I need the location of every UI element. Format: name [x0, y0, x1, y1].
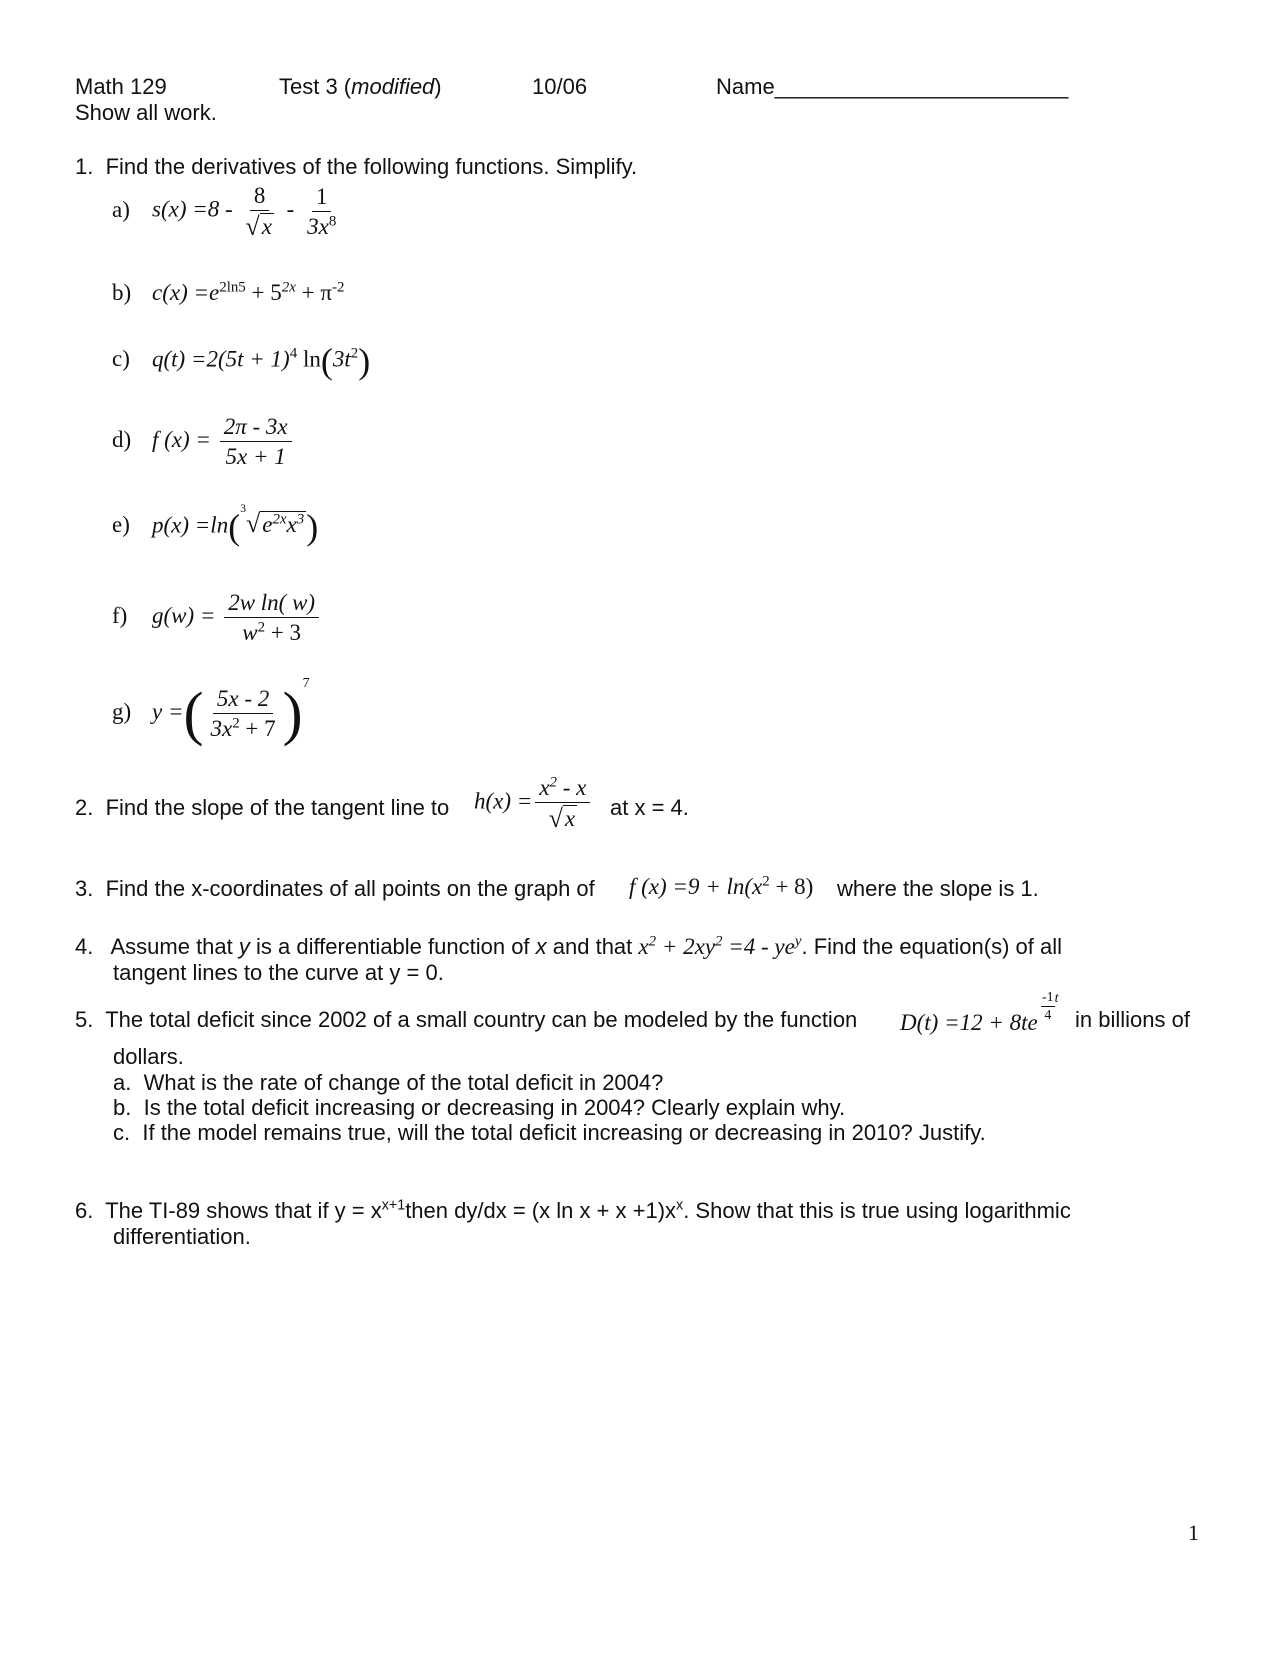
q2-num-exp: 2 — [549, 774, 557, 791]
q1a-fraction-2 — [303, 184, 340, 240]
q1f-den-base: w — [242, 620, 258, 646]
q1g-label: g) — [112, 699, 132, 724]
q5c-text: If the model remains true, will the total deficit increasing or decreasing in 2010? Justify. — [142, 1120, 986, 1145]
q5-tail: in billions of — [1075, 1007, 1190, 1032]
q3-function — [629, 874, 813, 900]
q1f-den-tail: + 3 — [265, 620, 302, 646]
q1c-arg: 3t — [332, 346, 351, 372]
q5-number: 5. — [75, 1007, 94, 1032]
course-label: Math 129 — [75, 74, 167, 99]
q1e-exp2: 3 — [296, 511, 305, 528]
q5b-label: b. — [113, 1095, 132, 1120]
q5-exp-num: -1 — [1041, 990, 1055, 1007]
q5c-label: c. — [113, 1120, 131, 1145]
q5-line2: dollars. — [113, 1044, 184, 1069]
q2-num-base: x — [539, 775, 550, 800]
q1b — [112, 280, 344, 306]
cube-root-symbol: √ $e^{2x}x^3$ — [245, 509, 305, 539]
q1a-frac1-num: 8 — [250, 183, 270, 211]
q1b-exp1: 2ln5 — [219, 279, 246, 296]
q1a — [112, 183, 343, 240]
q3-fn-tail: + 8) — [769, 874, 814, 899]
q1a-frac1-den: x — [261, 214, 272, 240]
q4-line2: tangent lines to the curve at y = 0. — [113, 960, 444, 985]
q1c-label: c) — [112, 346, 130, 372]
q4 — [75, 934, 1062, 960]
q1b-label: b) — [112, 280, 132, 305]
q1a-fraction-1 — [241, 183, 278, 240]
q2-num-tail: - x — [557, 775, 587, 800]
q2-fraction — [535, 775, 590, 832]
q5-exp-t: t — [1054, 991, 1059, 1007]
q1d — [112, 414, 295, 470]
q1e-label: e) — [112, 512, 130, 538]
q4-var-x: x — [535, 934, 547, 959]
q1d-lhs: f (x) = — [152, 427, 211, 453]
q6-line2: differentiation. — [113, 1224, 251, 1249]
q1g-outer-exp: 7 — [302, 675, 310, 690]
test-title-suffix: ) — [434, 74, 442, 99]
q1c-arg-exp: 2 — [350, 345, 359, 362]
q6-text-1: The TI-89 shows that if y = x — [105, 1198, 382, 1223]
sqrt-symbol: √ x — [548, 803, 576, 833]
q1a-frac2-den-exp: 8 — [328, 213, 337, 230]
q6-text-2: then dy/dx = (x ln x + x +1)x — [405, 1198, 677, 1223]
q1f-fraction — [224, 590, 319, 646]
test-title-modifier: modified — [351, 74, 435, 99]
q1g-den-exp: 2 — [232, 715, 240, 732]
q1e: e) p(x) =ln($^3$ √ $e^{2x}x^3$ ) — [112, 503, 319, 547]
q1f-num: 2w ln( w) — [224, 590, 319, 618]
q4-var-y: y — [238, 934, 250, 959]
q4-eq-1: x — [638, 934, 649, 959]
q1d-num: 2π - 3x — [220, 414, 292, 442]
q4-number: 4. — [75, 934, 94, 959]
q1-prompt — [75, 154, 637, 180]
q6-number: 6. — [75, 1198, 94, 1223]
q6 — [75, 1198, 1071, 1224]
q1g-lhs: y = — [152, 699, 184, 724]
test-date: 10/06 — [532, 74, 588, 99]
q2-den: x — [564, 806, 576, 832]
q1f-den-exp: 2 — [257, 619, 266, 636]
q1b-exp3: -2 — [331, 279, 345, 296]
q1b-exp2: 2x — [281, 279, 296, 296]
sqrt-symbol: √ x — [245, 211, 272, 241]
q5-exponent — [1041, 990, 1059, 1024]
q1g-num: 5x - 2 — [213, 686, 273, 714]
instructions: Show all work. — [75, 100, 217, 125]
q1-prompt-text: Find the derivatives of the following functions. Simplify. — [105, 154, 638, 179]
q6-text-3: . Show that this is true using logarithmic — [683, 1198, 1071, 1223]
q2-text: Find the slope of the tangent line to — [105, 795, 450, 820]
q1d-den: 5x + 1 — [225, 444, 286, 470]
q4-eq-3: =4 - ye — [722, 934, 795, 959]
q3 — [75, 876, 595, 902]
q1f-label: f) — [112, 603, 128, 629]
q4-eq-3-exp: y — [794, 933, 802, 950]
q2 — [75, 795, 449, 821]
q4-eq-2: + 2xy — [656, 934, 716, 959]
q1e-base: e — [262, 511, 273, 537]
name-field: Name________________________ — [716, 74, 1069, 99]
q1e-x: x — [286, 511, 297, 537]
q5b-text: Is the total deficit increasing or decreasing in 2004? Clearly explain why. — [143, 1095, 846, 1120]
q1-number: 1. — [75, 154, 94, 179]
q1a-minus: - — [286, 196, 295, 222]
q4-text-4: . Find the equation(s) of all — [801, 934, 1062, 959]
q1a-label: a) — [112, 196, 130, 222]
q5 — [75, 1007, 857, 1033]
q3-fn-exp: 2 — [762, 873, 770, 890]
q4-eq-2-exp: 2 — [715, 933, 723, 950]
q3-number: 3. — [75, 876, 94, 901]
q3-text: Find the x-coordinates of all points on the graph of — [105, 876, 595, 901]
q6-exp: x+1 — [381, 1197, 406, 1214]
q1a-frac2-den: 3x — [307, 213, 329, 239]
q1g: g) y =( $\frac{5x - 2}{3x^2 + 7}$ )$^7$ — [112, 675, 310, 747]
q1d-label: d) — [112, 427, 132, 453]
q4-eq-1-exp: 2 — [648, 933, 657, 950]
q2-lhs: h(x) = — [474, 788, 533, 814]
q1b-term2: + 5 — [245, 280, 282, 305]
q1b-term3: + π — [295, 280, 332, 305]
q5-subpart-a — [113, 1070, 663, 1096]
q1c-ln: ln — [297, 346, 321, 372]
q2-number: 2. — [75, 795, 94, 820]
q1b-lhs: c(x) =e — [152, 280, 220, 305]
q1g-den-base: 3x — [210, 716, 233, 742]
q5-text: The total deficit since 2002 of a small country can be modeled by the function — [105, 1007, 858, 1032]
q1g-fraction — [206, 686, 279, 742]
q5-subpart-c — [113, 1120, 986, 1146]
q1e-exp1: 2x — [272, 511, 287, 528]
test-title — [279, 74, 442, 100]
q1f — [112, 590, 322, 646]
q5a-text: What is the rate of change of the total deficit in 2004? — [143, 1070, 664, 1095]
q1f-lhs: g(w) = — [152, 603, 216, 629]
q1e-root-index: 3 — [240, 503, 246, 515]
q5-exp-den: 4 — [1044, 1008, 1052, 1024]
q1c: c) $q(t) =2(5t + 1)^4$ $\ln(3t^2)$ — [112, 341, 371, 381]
q4-text-1: Assume that — [110, 934, 239, 959]
q1a-frac2-num: 1 — [312, 184, 332, 212]
q1d-fraction — [220, 414, 292, 470]
q1e-lhs: p(x) =ln — [152, 512, 229, 538]
q1a-lhs: s(x) =8 - — [152, 196, 233, 222]
q3-tail: where the slope is 1. — [837, 876, 1039, 901]
page-number: 1 — [1188, 1520, 1199, 1545]
q2-tail: at x = 4. — [610, 795, 689, 820]
q4-text-3: and that — [546, 934, 639, 959]
q2-function — [474, 775, 593, 832]
test-title-prefix: Test 3 ( — [279, 74, 352, 99]
q5a-label: a. — [113, 1070, 132, 1095]
q1g-den-tail: + 7 — [239, 716, 276, 742]
q5-subpart-b — [113, 1095, 845, 1121]
q5-function — [900, 1010, 1038, 1036]
q4-text-2: is a differentiable function of — [249, 934, 536, 959]
q6-exp-2: x — [676, 1197, 684, 1214]
q3-fn: f (x) =9 + ln(x — [629, 874, 763, 899]
q1c-expr: q(t) =2(5t + 1) — [152, 346, 290, 372]
q5-fn: D(t) =12 + 8te — [900, 1010, 1038, 1035]
q1c-exp: 4 — [289, 345, 298, 362]
